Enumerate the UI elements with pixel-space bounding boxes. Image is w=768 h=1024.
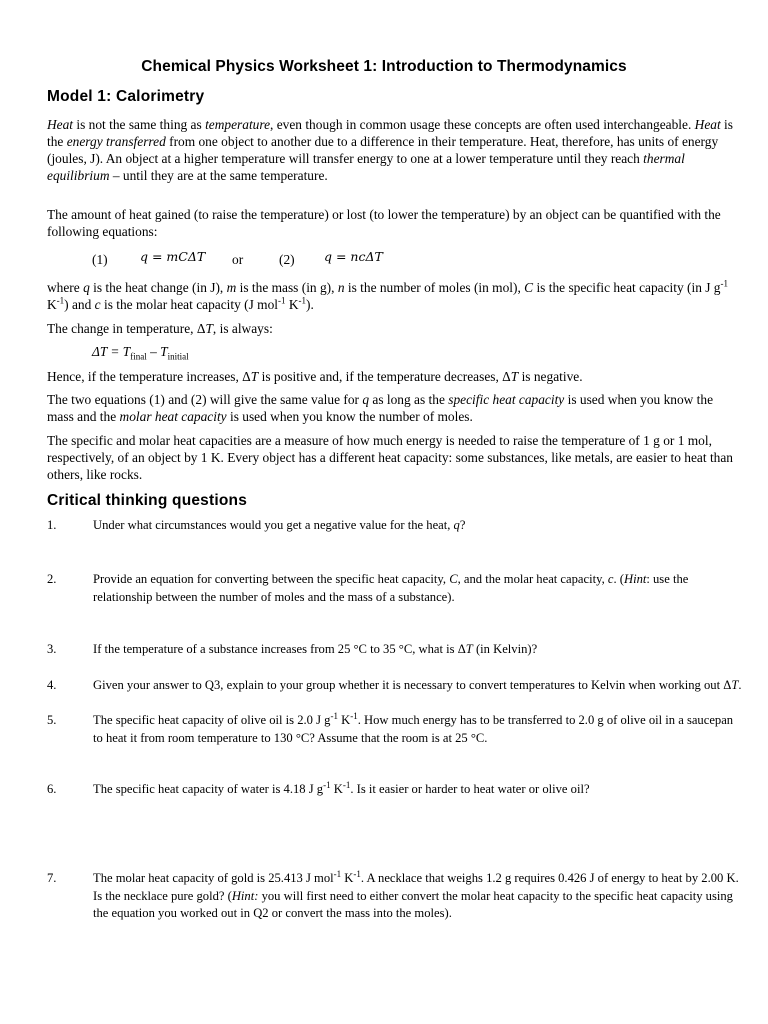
var-C: C xyxy=(524,280,534,295)
text: , even though in common usage these concepts are often used interchangeable. xyxy=(270,117,695,132)
question-number: 1. xyxy=(47,518,57,532)
term-molar-heat-capacity: molar heat capacity xyxy=(119,409,227,424)
text: The molar heat capacity of gold is 25.413 J mol xyxy=(93,871,334,885)
model-heading: Model 1: Calorimetry xyxy=(47,88,205,105)
var-T: T xyxy=(465,642,473,656)
text: Hence, if the temperature increases, Δ xyxy=(47,369,251,384)
term-energy-transferred: energy transferred xyxy=(66,134,166,149)
superscript: -1 xyxy=(298,295,307,306)
var-C: C xyxy=(449,572,458,586)
text: Given your answer to Q3, explain to your group whether it is necessary to convert temperatures to Kelvin when working out Δ xyxy=(93,678,732,692)
var-c: c xyxy=(607,572,614,586)
equation-1: q = mCΔT xyxy=(140,249,206,264)
text: is the molar heat capacity (J mol xyxy=(100,297,278,312)
term-heat: Heat xyxy=(47,117,74,132)
text: K xyxy=(330,782,343,796)
question-1-text xyxy=(93,517,743,535)
term-heat: Heat xyxy=(694,117,721,132)
text: is not the same thing as xyxy=(73,117,206,132)
var-n: n xyxy=(337,280,345,295)
var-q: q xyxy=(362,392,370,407)
paragraph-heat-definition xyxy=(47,116,739,184)
question-number: 3. xyxy=(47,642,57,656)
paragraph-heat-capacities: The specific and molar heat capacities are a measure of how much energy is needed to raise the temperature of 1 g or 1 mol, respectively, of an object by 1 K. Every object has a different heat capacity: some substances, like metals, are easier to heat than others, like rocks. xyxy=(47,433,734,482)
superscript: -1 xyxy=(278,295,286,306)
text: If the temperature of a substance increases from 25 °C to 35 °C, what is Δ xyxy=(93,642,466,656)
superscript: -1 xyxy=(353,868,361,879)
page-title: Chemical Physics Worksheet 1: Introduction to Thermodynamics xyxy=(141,58,627,75)
text: is the specific heat capacity (in J g xyxy=(533,280,721,295)
text: ΔT = T xyxy=(92,344,131,359)
question-7-text xyxy=(93,870,743,923)
text: K xyxy=(337,713,351,727)
subscript-final: final xyxy=(130,351,147,362)
paragraph-quantify: The amount of heat gained (to raise the temperature) or lost (to lower the temperature) by an object can be quantified with the following equations: xyxy=(47,207,721,239)
text: is the xyxy=(47,117,733,149)
var-T: T xyxy=(731,678,739,692)
superscript: -1 xyxy=(323,779,331,790)
text: is the mass (in g), xyxy=(236,280,338,295)
text: , and the molar heat capacity, xyxy=(457,572,608,586)
var-T: T xyxy=(205,321,213,336)
question-2-text xyxy=(93,571,743,606)
text: (in Kelvin)? xyxy=(472,642,538,656)
ctq-heading: Critical thinking questions xyxy=(47,492,248,509)
term-temperature: temperature xyxy=(205,117,271,132)
text: from one object to another due to a difference in their temperature. Heat, therefore, has units of energy (joules, J). An object at a higher temperature will transfer energy to one at a lower temperature until they reach xyxy=(47,134,719,166)
text: K xyxy=(341,871,354,885)
text: . How much energy has to be transferred to 2.0 g of olive oil in a saucepan to heat it from room temperature to 130 °C? Assume that the room is at 25 °C. xyxy=(93,713,734,745)
text: is positive and, if the temperature decreases, Δ xyxy=(258,369,511,384)
question-number: 5. xyxy=(47,713,57,727)
text: The two equations (1) and (2) will give the same value for xyxy=(47,392,363,407)
equation-label-2: (2) xyxy=(279,252,295,267)
var-T: T xyxy=(510,369,519,384)
text: K xyxy=(285,297,299,312)
term-specific-heat-capacity: specific heat capacity xyxy=(448,392,565,407)
question-number: 2. xyxy=(47,572,57,586)
question-3-text xyxy=(93,641,743,659)
question-4-text xyxy=(93,677,743,695)
question-5-text xyxy=(93,712,743,747)
equation-label-1: (1) xyxy=(92,252,108,267)
text: . ( xyxy=(613,572,624,586)
question-number: 7. xyxy=(47,871,57,885)
var-c: c xyxy=(94,297,101,312)
paragraph-variables xyxy=(47,279,739,313)
superscript: -1 xyxy=(330,710,338,721)
var-q: q xyxy=(453,518,460,532)
text: Under what circumstances would you get a negative value for the heat, xyxy=(93,518,454,532)
var-T: T xyxy=(250,369,259,384)
text: Provide an equation for converting between the specific heat capacity, xyxy=(93,572,450,586)
paragraph-sign-delta-t xyxy=(47,368,739,385)
question-number: 6. xyxy=(47,782,57,796)
text: ). xyxy=(306,297,314,312)
text: The specific heat capacity of olive oil is 2.0 J g xyxy=(93,713,331,727)
delta-t-equation xyxy=(92,344,189,360)
var-m: m xyxy=(226,280,237,295)
text: is used when you know the mass and the xyxy=(47,392,714,424)
text: is negative. xyxy=(518,369,583,384)
text: – T xyxy=(146,344,168,359)
term-thermal-equilibrium: thermal equilibrium xyxy=(47,151,685,183)
text: – until they are at the same temperature. xyxy=(109,168,328,183)
text: : use the relationship between the number of moles and the mass of a substance). xyxy=(93,572,689,604)
text: The specific heat capacity of water is 4.18 J g xyxy=(93,782,324,796)
text: is used when you know the number of moles. xyxy=(226,409,473,424)
equation-or: or xyxy=(232,252,244,267)
text: The change in temperature, Δ xyxy=(47,321,206,336)
text: you will first need to either convert the molar heat capacity to the specific heat capacity using the equation you worked out in Q2 or convert the mass into the moles). xyxy=(93,888,733,920)
text: . Is it easier or harder to heat water or olive oil? xyxy=(350,782,590,796)
paragraph-change-temperature xyxy=(47,320,739,337)
var-q: q xyxy=(83,280,90,295)
question-6-text xyxy=(93,781,743,799)
text: is the number of moles (in mol), xyxy=(344,280,525,295)
text: is the heat change (in J), xyxy=(89,280,227,295)
equation-2: q = ncΔT xyxy=(324,249,383,264)
hint-label: Hint: xyxy=(231,888,259,903)
hint-label: Hint xyxy=(623,572,647,586)
question-number: 4. xyxy=(47,678,57,692)
superscript: -1 xyxy=(720,278,729,289)
text: as long as the xyxy=(369,392,449,407)
subscript-initial: initial xyxy=(167,351,189,362)
text: , is always: xyxy=(212,321,273,336)
text: . xyxy=(738,678,742,692)
text: ) and xyxy=(64,297,95,312)
paragraph-two-equations xyxy=(47,391,739,425)
superscript: -1 xyxy=(56,295,65,306)
superscript: -1 xyxy=(342,779,351,790)
superscript: -1 xyxy=(333,868,342,879)
text: . A necklace that weighs 1.2 g requires 0.426 J of energy to heat by 2.00 K. Is the necklace pure gold? ( xyxy=(93,871,739,903)
superscript: -1 xyxy=(350,710,358,721)
text: K xyxy=(47,297,57,312)
text: ? xyxy=(459,518,466,532)
text: where xyxy=(47,280,84,295)
